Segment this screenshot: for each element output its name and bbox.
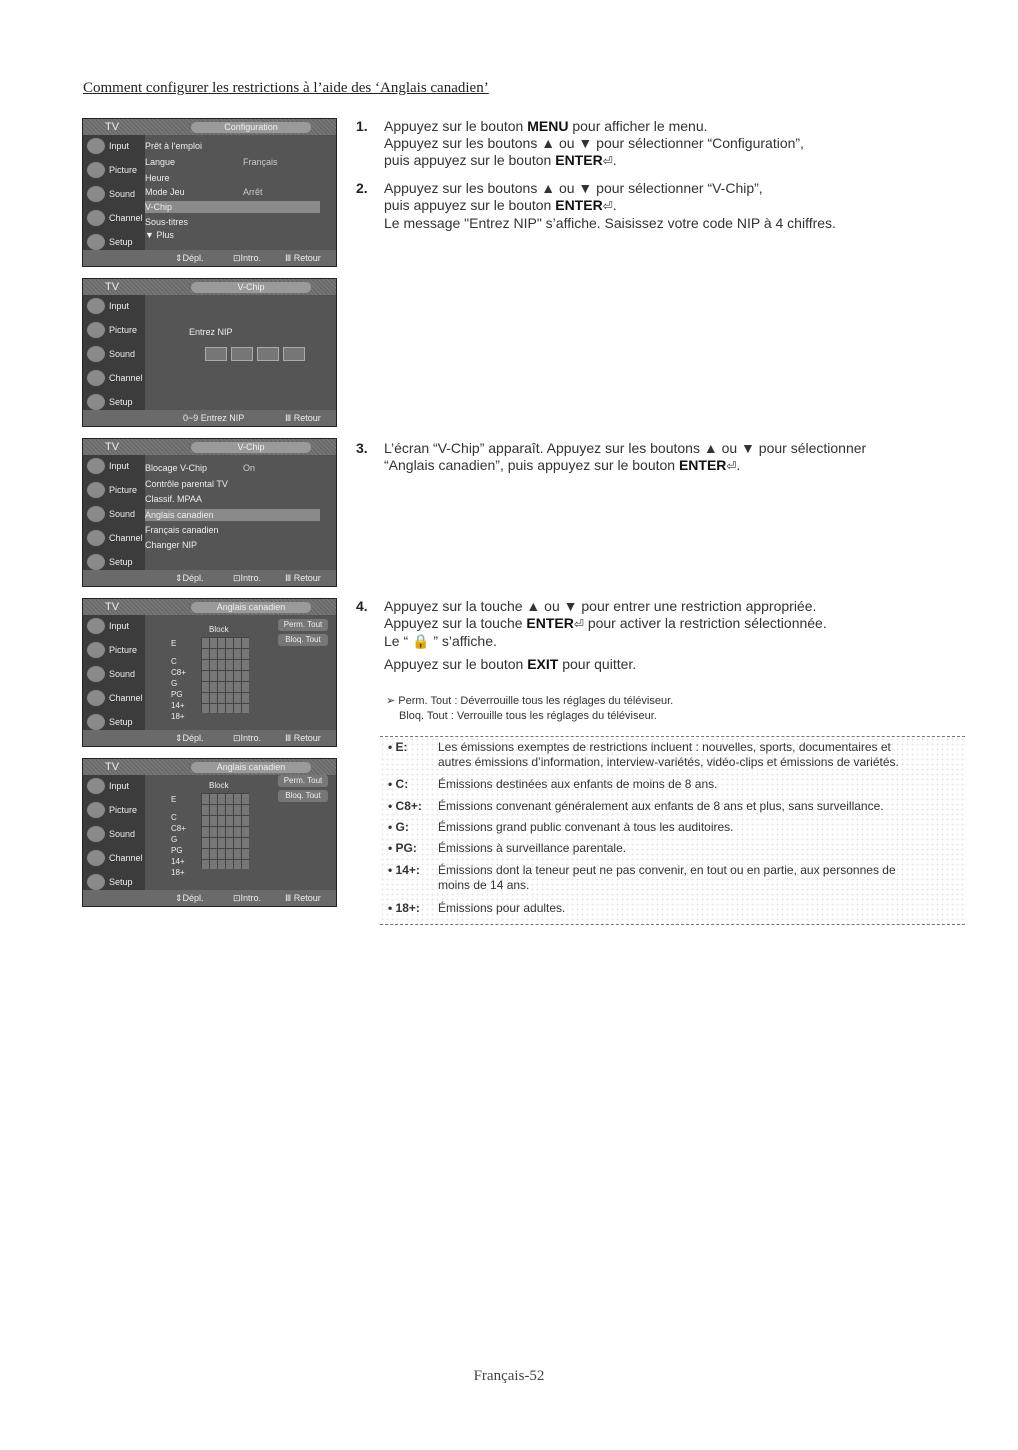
definition-row xyxy=(388,863,896,893)
definition-text: Émissions dont la teneur peut ne pas convenir, en tout ou en partie, aux personnes de xyxy=(438,863,896,877)
bar-enter: ⊡Intro. xyxy=(233,253,262,263)
bar-enter: ⊡Intro. xyxy=(233,893,262,903)
definition-key: • C8+: xyxy=(388,799,422,813)
rating-label: 14+ xyxy=(171,701,185,710)
step-number: 3. xyxy=(356,440,368,456)
menu-item-selected: Anglais canadien xyxy=(145,510,214,520)
enter-icon: ⏎ xyxy=(726,459,737,473)
input-icon xyxy=(87,138,105,154)
menu-item: Langue xyxy=(145,157,176,167)
enter-key: ENTER xyxy=(678,457,727,473)
tv-label: TV xyxy=(105,601,120,613)
rating-label: 18+ xyxy=(171,712,185,721)
step-text: . xyxy=(612,197,617,213)
side-label-input: Input xyxy=(109,301,130,311)
side-label-setup: Setup xyxy=(109,877,133,887)
step-2 xyxy=(356,180,836,232)
step-number: 2. xyxy=(356,180,368,196)
screen-title: V-Chip xyxy=(191,282,311,293)
rating-label: C8+ xyxy=(171,668,186,677)
page-footer: Français-52 xyxy=(473,1368,545,1384)
rating-label: C xyxy=(171,657,177,666)
definition-row xyxy=(388,901,565,916)
bar-return: Ⅲ Retour xyxy=(285,573,321,583)
side-label-setup: Setup xyxy=(109,397,133,407)
enter-icon: ⏎ xyxy=(573,617,584,631)
sound-icon xyxy=(87,186,105,202)
definition-text: Les émissions exemptes de restrictions incluent : nouvelles, sports, documentaires et xyxy=(438,740,891,754)
enter-icon: ⏎ xyxy=(602,199,613,213)
side-label-channel: Channel xyxy=(109,373,143,383)
input-icon xyxy=(87,778,105,794)
tv-screen-vchip-pin xyxy=(82,278,337,427)
menu-value: On xyxy=(243,463,256,473)
side-label-input: Input xyxy=(109,621,130,631)
bloq-tout-button: Bloq. Tout xyxy=(278,790,328,802)
step-number: 4. xyxy=(356,598,368,614)
bar-return: Ⅲ Retour xyxy=(285,413,321,423)
side-label-picture: Picture xyxy=(109,805,138,815)
step-text: . xyxy=(612,152,617,168)
tv-screen-vchip-menu xyxy=(82,438,337,587)
side-label-channel: Channel xyxy=(109,213,143,223)
rating-label: E xyxy=(171,639,177,648)
definition-key: • E: xyxy=(388,740,408,754)
pin-digit-box xyxy=(231,347,253,361)
definition-text: Émissions grand public convenant à tous les auditoires. xyxy=(438,820,734,834)
definition-key: • 18+: xyxy=(388,901,420,915)
note-line: ➢ Perm. Tout : Déverrouille tous les réglages du téléviseur. xyxy=(386,695,674,707)
rating-label: PG xyxy=(171,846,183,855)
definition-text: Émissions pour adultes. xyxy=(438,901,566,915)
channel-icon xyxy=(87,850,105,866)
screen-title: Configuration xyxy=(191,122,311,133)
tv-screen-anglais-canadien xyxy=(82,598,337,747)
menu-item: Prêt à l’emploi xyxy=(145,141,203,151)
side-label-sound: Sound xyxy=(109,669,136,679)
block-header: Block xyxy=(209,625,229,634)
picture-icon xyxy=(87,482,105,498)
note-line: Bloq. Tout : Verrouille tous les réglages du téléviseur. xyxy=(399,710,657,722)
side-label-sound: Sound xyxy=(109,509,136,519)
step-text: Le message "Entrez NIP" s’affiche. Saisissez votre code NIP à 4 chiffres. xyxy=(384,215,836,231)
pin-prompt: Entrez NIP xyxy=(189,327,233,337)
definition-row xyxy=(388,841,626,856)
step-text: pour quitter. xyxy=(558,656,637,672)
step-text: Appuyez sur la touche ▲ ou ▼ pour entrer une restriction appropriée. xyxy=(384,598,817,614)
step-text: Appuyez sur le bouton xyxy=(384,118,528,134)
step-text: pour afficher le menu. xyxy=(568,118,708,134)
setup-icon xyxy=(87,394,105,410)
bar-enter: ⊡Intro. xyxy=(233,573,262,583)
perm-tout-button: Perm. Tout xyxy=(278,619,328,631)
menu-item: ▼ Plus xyxy=(145,230,174,240)
note xyxy=(386,694,673,724)
side-label-setup: Setup xyxy=(109,557,133,567)
tv-screen-configuration xyxy=(82,118,337,267)
rating-label: PG xyxy=(171,690,183,699)
menu-item: Mode Jeu xyxy=(145,187,185,197)
definition-key: • C: xyxy=(388,777,409,791)
side-label-sound: Sound xyxy=(109,189,136,199)
pin-digit-box xyxy=(283,347,305,361)
step-text: L’écran “V-Chip” apparaît. Appuyez sur les boutons ▲ ou ▼ pour sélectionner xyxy=(384,440,867,456)
page-title: Comment configurer les restrictions à l’aide des ‘Anglais canadien’ xyxy=(83,80,489,96)
channel-icon xyxy=(87,690,105,706)
menu-item: Contrôle parental TV xyxy=(145,479,228,489)
step-number: 1. xyxy=(356,118,368,134)
side-label-picture: Picture xyxy=(109,325,138,335)
setup-icon xyxy=(87,234,105,250)
definition-row xyxy=(388,777,718,792)
pin-digit-box xyxy=(257,347,279,361)
bar-return: Ⅲ Retour xyxy=(285,733,321,743)
side-label-sound: Sound xyxy=(109,349,136,359)
rating-label: 18+ xyxy=(171,868,185,877)
bar-move: ⇕Dépl. xyxy=(175,733,204,743)
definition-key: • 14+: xyxy=(388,863,420,877)
channel-icon xyxy=(87,370,105,386)
enter-key: ENTER xyxy=(555,197,603,213)
side-label-picture: Picture xyxy=(109,165,138,175)
side-label-picture: Picture xyxy=(109,485,138,495)
side-label-channel: Channel xyxy=(109,853,143,863)
tv-label: TV xyxy=(105,121,120,133)
enter-icon: ⏎ xyxy=(602,154,613,168)
input-icon xyxy=(87,298,105,314)
step-text: puis appuyez sur le bouton xyxy=(384,197,556,213)
menu-item: Sous-titres xyxy=(145,217,189,227)
side-label-input: Input xyxy=(109,781,130,791)
menu-item: Classif. MPAA xyxy=(145,494,202,504)
bar-return: Ⅲ Retour xyxy=(285,253,321,263)
input-icon xyxy=(87,458,105,474)
side-label-setup: Setup xyxy=(109,237,133,247)
bar-return: Ⅲ Retour xyxy=(285,893,321,903)
definition-text: moins de 14 ans. xyxy=(438,878,530,892)
rating-label: G xyxy=(171,835,178,844)
side-label-picture: Picture xyxy=(109,645,138,655)
setup-icon xyxy=(87,874,105,890)
menu-value: Français xyxy=(243,157,278,167)
perm-tout-button: Perm. Tout xyxy=(278,775,328,787)
side-label-setup: Setup xyxy=(109,717,133,727)
sound-icon xyxy=(87,506,105,522)
picture-icon xyxy=(87,802,105,818)
menu-value: Arrêt xyxy=(243,187,263,197)
pin-digit-box xyxy=(205,347,227,361)
menu-key: MENU xyxy=(527,118,569,134)
bar-move: ⇕Dépl. xyxy=(175,253,204,263)
rating-label: C xyxy=(171,813,177,822)
picture-icon xyxy=(87,162,105,178)
definition-key: • PG: xyxy=(388,841,417,855)
definition-row xyxy=(388,740,899,770)
enter-key: ENTER xyxy=(526,615,574,631)
side-label-channel: Channel xyxy=(109,693,143,703)
rating-label: E xyxy=(171,795,177,804)
screen-title: Anglais canadien xyxy=(191,602,311,613)
definition-row xyxy=(388,799,884,814)
step-text: pour activer la restriction sélectionnée. xyxy=(583,615,827,631)
bar-move: ⇕Dépl. xyxy=(175,573,204,583)
screen-title: Anglais canadien xyxy=(191,762,311,773)
exit-key: EXIT xyxy=(527,656,559,672)
definition-row xyxy=(388,820,734,835)
sound-icon xyxy=(87,826,105,842)
bar-enter: ⊡Intro. xyxy=(233,733,262,743)
side-label-channel: Channel xyxy=(109,533,143,543)
setup-icon xyxy=(87,714,105,730)
channel-icon xyxy=(87,210,105,226)
side-label-input: Input xyxy=(109,141,130,151)
menu-item: Français canadien xyxy=(145,525,219,535)
step-text: Appuyez sur le bouton xyxy=(384,656,528,672)
block-header: Block xyxy=(209,781,229,790)
bloq-tout-button: Bloq. Tout xyxy=(278,634,328,646)
channel-icon xyxy=(87,530,105,546)
definition-text: Émissions à surveillance parentale. xyxy=(438,841,627,855)
sound-icon xyxy=(87,666,105,682)
definition-text: autres émissions d’information, interview-variétés, vidéo-clips et émissions de variétés. xyxy=(438,755,899,769)
step-text: puis appuyez sur le bouton xyxy=(384,152,556,168)
rating-label: 14+ xyxy=(171,857,185,866)
step-text: “Anglais canadien”, puis appuyez sur le bouton xyxy=(384,457,679,473)
definition-text: Émissions destinées aux enfants de moins de 8 ans. xyxy=(438,777,718,791)
bar-move: ⇕Dépl. xyxy=(175,893,204,903)
screen-title: V-Chip xyxy=(191,442,311,453)
step-text: Appuyez sur les boutons ▲ ou ▼ pour sélectionner “V-Chip”, xyxy=(384,180,763,196)
rating-label: G xyxy=(171,679,178,688)
menu-item-selected: V-Chip xyxy=(145,202,173,212)
step-text: Le “ 🔒 ” s’affiche. xyxy=(384,633,497,649)
setup-icon xyxy=(87,554,105,570)
menu-item: Changer NIP xyxy=(145,540,198,550)
definition-text: Émissions convenant généralement aux enfants de 8 ans et plus, sans surveillance. xyxy=(438,799,884,813)
tv-screen-anglais-canadien-locked xyxy=(82,758,337,907)
step-text: Appuyez sur les boutons ▲ ou ▼ pour sélectionner “Configuration”, xyxy=(384,135,804,151)
tv-label: TV xyxy=(105,761,120,773)
menu-item: Heure xyxy=(145,173,170,183)
step-4 xyxy=(356,598,827,673)
step-text: . xyxy=(736,457,741,473)
picture-icon xyxy=(87,322,105,338)
picture-icon xyxy=(87,642,105,658)
menu-item: Blocage V-Chip xyxy=(145,463,208,473)
input-icon xyxy=(87,618,105,634)
rating-label: C8+ xyxy=(171,824,186,833)
step-3 xyxy=(356,440,866,475)
side-label-sound: Sound xyxy=(109,829,136,839)
step-1 xyxy=(356,118,804,170)
tv-label: TV xyxy=(105,281,120,293)
bar-enter-pin: 0~9 Entrez NIP xyxy=(183,413,245,423)
tv-label: TV xyxy=(105,441,120,453)
side-label-input: Input xyxy=(109,461,130,471)
rating-definitions xyxy=(380,736,965,925)
sound-icon xyxy=(87,346,105,362)
step-text: Appuyez sur la touche xyxy=(384,615,527,631)
enter-key: ENTER xyxy=(555,152,603,168)
definition-key: • G: xyxy=(388,820,409,834)
